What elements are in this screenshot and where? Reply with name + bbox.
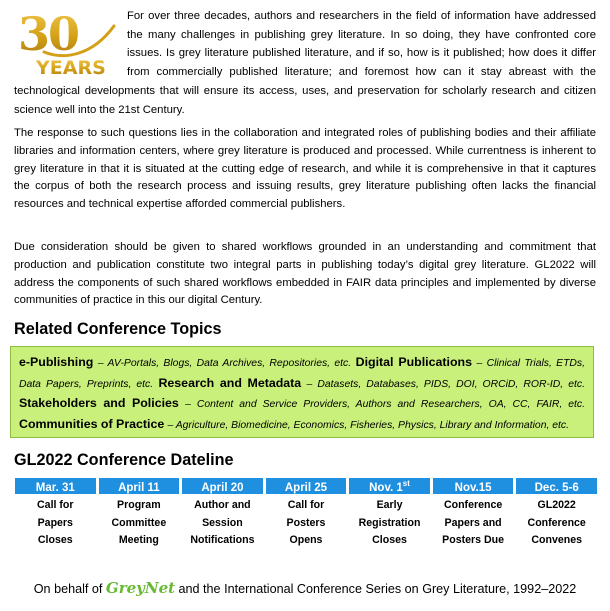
topic-detail: – Datasets, Databases, PIDS, DOI, ORCiD, ROR-ID, etc. <box>306 378 585 390</box>
dateline-table <box>12 478 600 551</box>
body-paragraph-2: The response to such questions lies in the collaboration and integrated roles of publishing bodies and their affiliate libraries and information centers, where grey literature is produced and processed. While currentness is inherent to grey literature in that it is situated at the cutting edge of research, and while it is comprehensive in that it captures the corpus of both the research process and issuing results, grey literature publishing often lacks the financial resources and technical expertise afforded commercial publishers. <box>14 127 596 211</box>
dateline-date: Mar. 31 <box>15 478 96 494</box>
dateline-date: April 11 <box>99 478 180 494</box>
topics-box <box>10 346 594 438</box>
topic-title: e-Publishing <box>19 355 94 369</box>
topic-detail: – AV-Portals, Blogs, Data Archives, Repositories, etc. <box>97 358 352 369</box>
dateline-event: Program Committee Meeting <box>111 499 167 546</box>
logo-label: YEARS <box>36 57 106 78</box>
dateline-date: Nov.15 <box>433 478 514 494</box>
greynet-logo-text[interactable]: GreyNet <box>105 579 176 597</box>
dateline-event-row <box>15 494 597 551</box>
dateline-event: GL2022 Conference Convenes <box>527 499 586 546</box>
logo-number: 30 <box>18 7 79 61</box>
dateline-date: April 20 <box>182 478 263 494</box>
footer-suffix: and the International Conference Series on Grey Literature, 1992–2022 <box>178 582 577 596</box>
topic-detail: – Clinical Trials, ETDs, Data Papers, Preprints, etc. <box>19 358 586 390</box>
dateline-heading: GL2022 Conference Dateline <box>14 451 234 469</box>
intro-paragraph: For over three decades, authors and researchers in the field of information have addressed the many challenges in publishing grey literature. In so doing, they have confronted core issues. Is grey literature published literature, and if so, how is it published; how does it differ from commercially published literature; and foremost how can it stay abreast with the technological developments that will ensure its access, uses, and preservation for scholarly research and citizen science well into the 21st Century. <box>14 7 596 119</box>
topic-title: Research and Metadata <box>158 375 302 390</box>
footer <box>0 579 610 597</box>
footer-prefix: On behalf of <box>33 582 103 596</box>
topic-title: Digital Publications <box>355 355 472 369</box>
topic-title: Communities of Practice <box>19 416 165 431</box>
topics-heading: Related Conference Topics <box>14 320 222 338</box>
dateline-event: Early Registration Closes <box>358 499 421 546</box>
topic-title: Stakeholders and Policies <box>19 396 179 411</box>
dateline-date: Dec. 5-6 <box>516 478 597 494</box>
dateline-event: Conference Papers and Posters Due <box>442 499 504 546</box>
dateline-event: Call for Posters Opens <box>286 499 326 546</box>
dateline-header-row <box>15 478 597 494</box>
dateline-event: Author and Session Notifications <box>190 499 255 546</box>
dateline-event: Call for Papers Closes <box>37 499 74 546</box>
topic-detail: – Content and Service Providers, Authors and Researchers, OA, CC, FAIR, etc. <box>185 399 585 411</box>
dateline-date: Nov. 1st <box>349 478 430 494</box>
topic-detail: – Agriculture, Biomedicine, Economics, Fisheries, Physics, Library and Information, etc. <box>167 419 569 431</box>
body-paragraph-3: Due consideration should be given to shared workflows grounded in an understanding and commitment that production and publication constitute two integral parts in publishing today’s digital grey literature. GL2022 will address the components of such shared workflows embedded in FAIR data principles and implemented by diverse communities of practice in this our digital Century. <box>14 241 596 307</box>
dateline-date: April 25 <box>266 478 347 494</box>
logo-float-spacer <box>14 7 127 79</box>
